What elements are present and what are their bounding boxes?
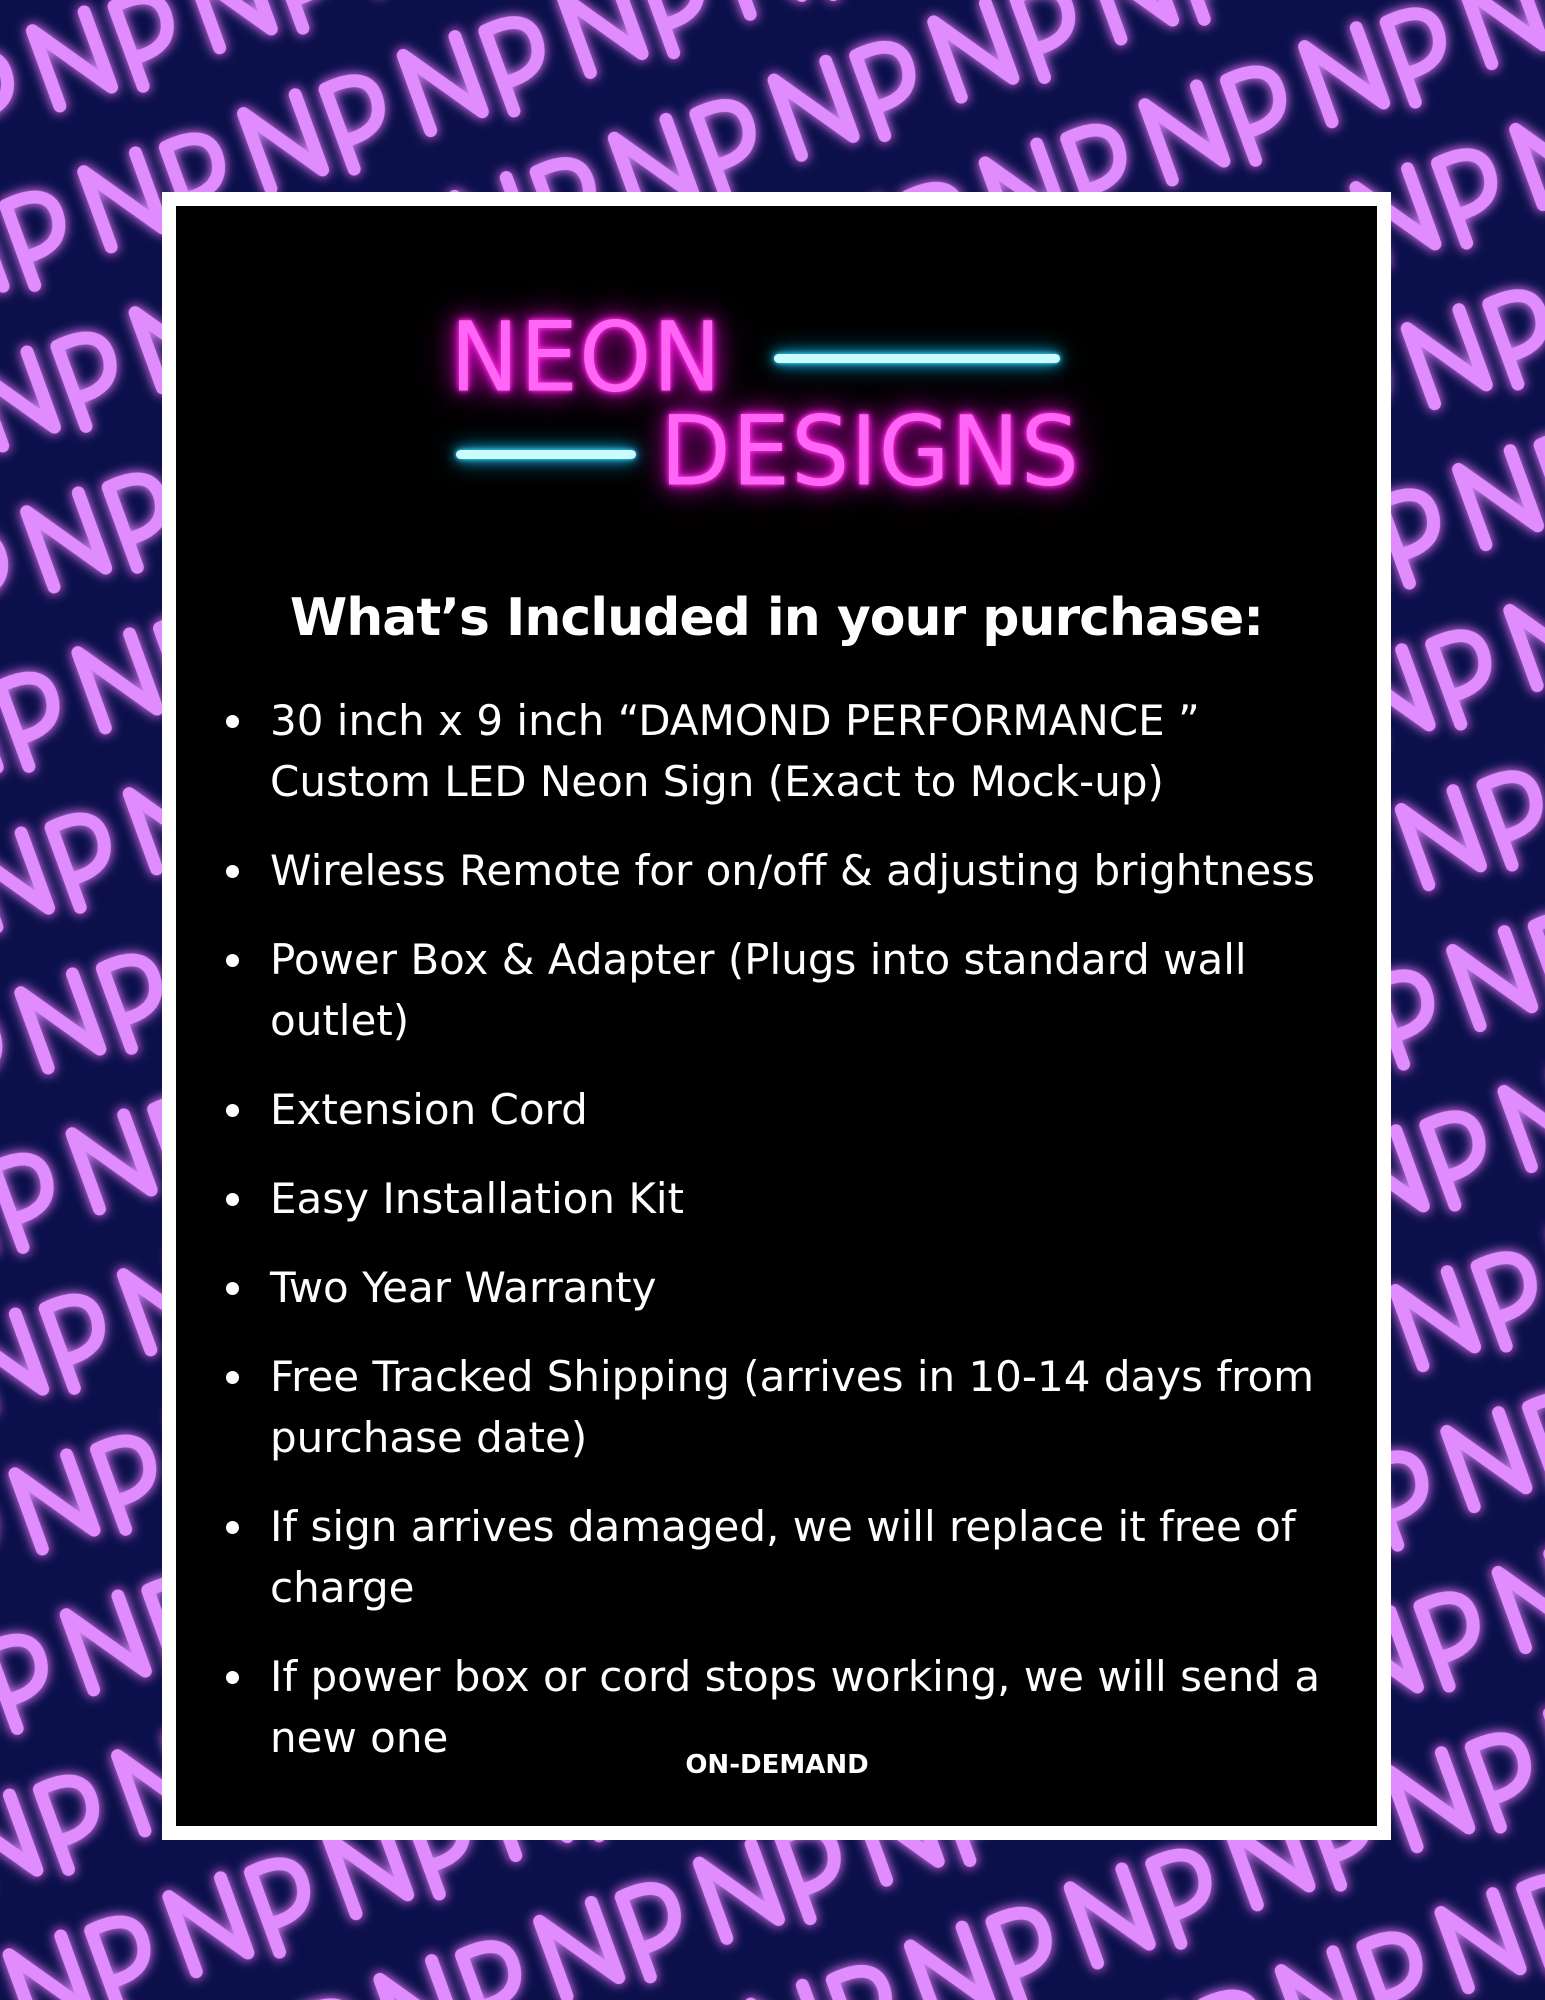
neon-designs-logo [440, 298, 1080, 508]
list-item [214, 690, 1364, 812]
bullet-icon [226, 1371, 239, 1384]
bullet-icon [226, 1671, 239, 1684]
list-item [214, 1496, 1364, 1618]
bullet-icon [226, 954, 239, 967]
list-item-text: Easy Installation Kit [270, 1174, 685, 1223]
section-heading: What’s Included in your purchase: [289, 588, 1264, 648]
bullet-icon [226, 865, 239, 878]
logo-cyan-bar-top [774, 354, 1060, 363]
bullet-icon [226, 1282, 239, 1295]
on-demand-tag: ON-DEMAND [685, 1750, 869, 1780]
list-item [214, 1079, 1364, 1140]
list-item [214, 1168, 1364, 1229]
list-item-text: Extension Cord [270, 1085, 588, 1134]
bullet-icon [226, 1193, 239, 1206]
list-item-text: If power box or cord stops working, we will send a new one [270, 1652, 1321, 1762]
list-item [214, 1257, 1364, 1318]
list-item [214, 929, 1364, 1051]
list-item-text: Two Year Warranty [270, 1263, 657, 1312]
list-item-text: Free Tracked Shipping (arrives in 10-14 days from purchase date) [270, 1352, 1315, 1462]
logo-word-designs: DESIGNS [660, 395, 1081, 508]
list-item [214, 840, 1364, 901]
logo-cyan-bar-bottom [456, 450, 636, 459]
list-item-text: If sign arrives damaged, we will replace it free of charge [270, 1502, 1296, 1612]
bullet-icon [226, 715, 239, 728]
bullet-icon [226, 1104, 239, 1117]
list-item-text: Wireless Remote for on/off & adjusting brightness [270, 846, 1316, 895]
list-item [214, 1346, 1364, 1468]
list-item-text: 30 inch x 9 inch “DAMOND PERFORMANCE ” Custom LED Neon Sign (Exact to Mock-up) [270, 696, 1200, 806]
included-items-list [214, 690, 1364, 1796]
logo-word-neon: NEON [450, 301, 723, 414]
list-item-text: Power Box & Adapter (Plugs into standard wall outlet) [270, 935, 1247, 1045]
bullet-icon [226, 1521, 239, 1534]
